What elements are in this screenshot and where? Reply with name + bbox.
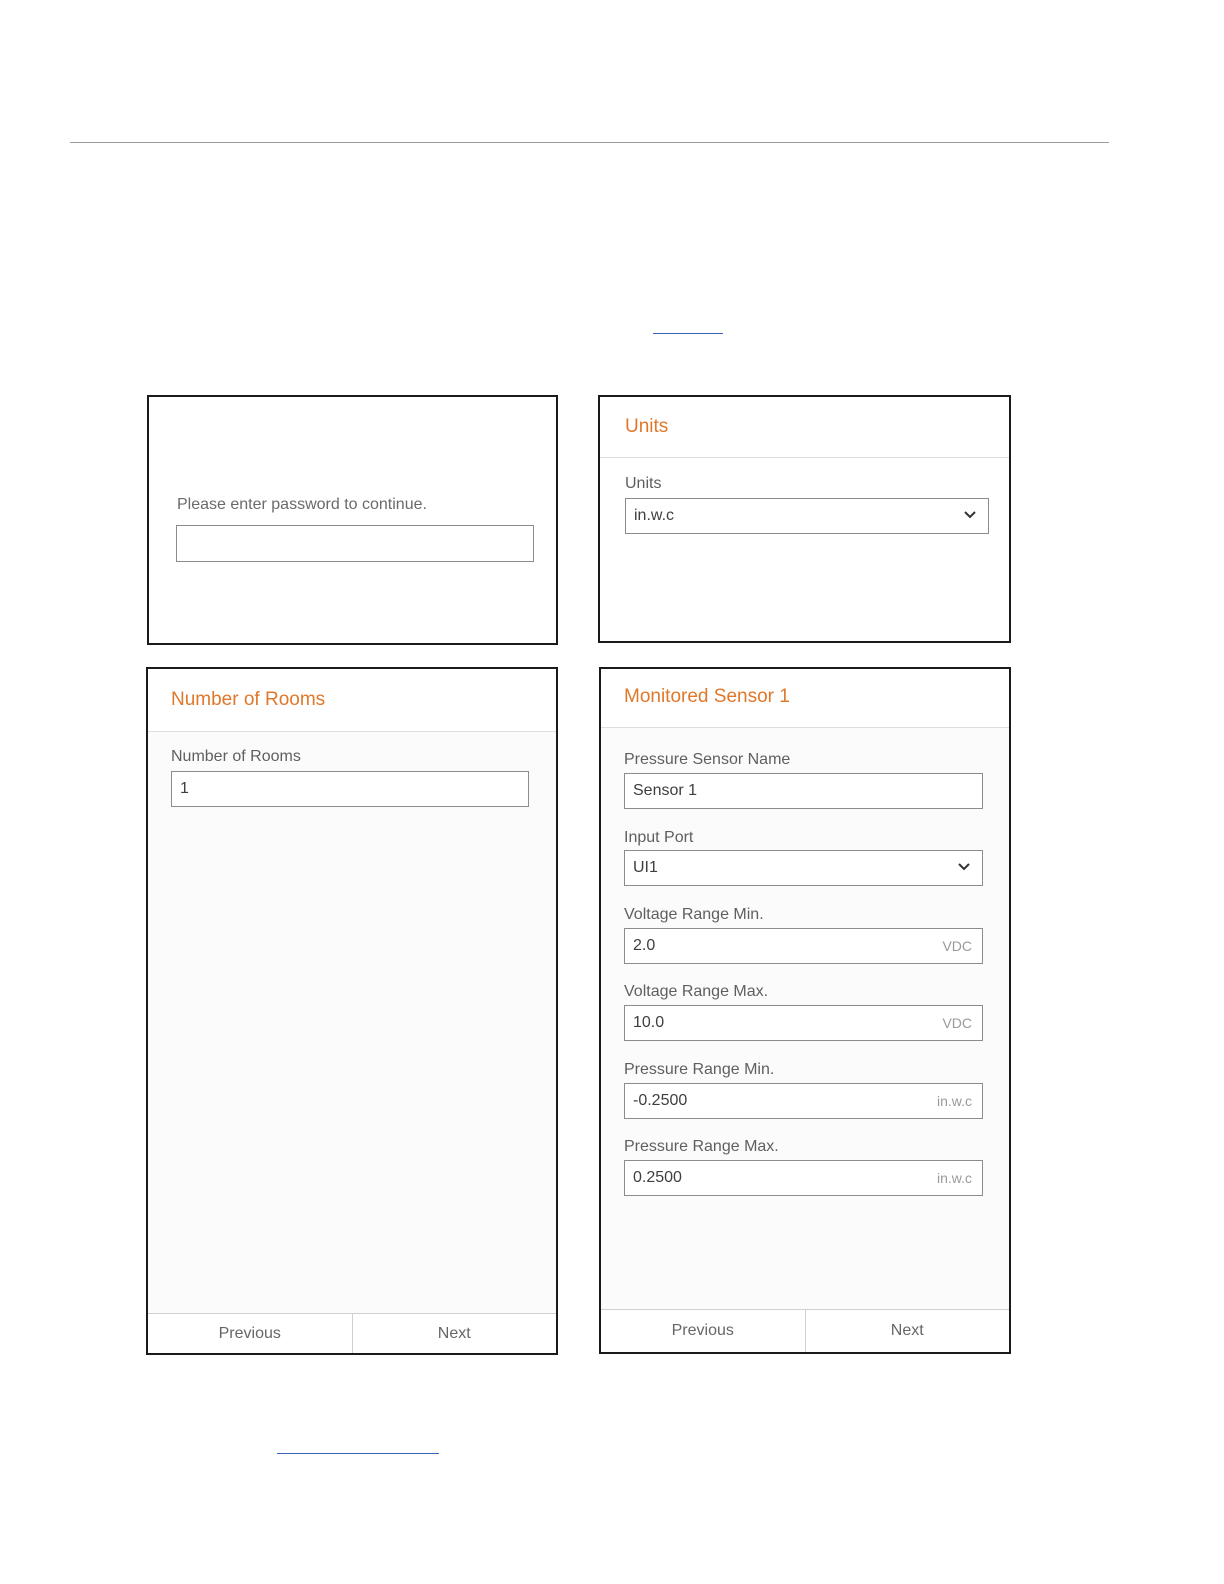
voltage-max-value: 10.0 xyxy=(633,1014,665,1031)
document-link-underline[interactable] xyxy=(653,333,723,334)
navigation-footer xyxy=(601,1309,1009,1352)
rooms-input[interactable] xyxy=(171,771,529,807)
pressure-max-input[interactable] xyxy=(624,1160,983,1196)
unit-suffix: VDC xyxy=(942,1015,972,1031)
next-button[interactable]: Next xyxy=(805,1310,1010,1352)
pressure-min-input[interactable] xyxy=(624,1083,983,1119)
sensor-name-label: Pressure Sensor Name xyxy=(624,751,791,768)
unit-suffix: VDC xyxy=(942,938,972,954)
screen-title: Number of Rooms xyxy=(171,689,326,710)
pressure-min-label: Pressure Range Min. xyxy=(624,1061,775,1078)
voltage-max-input[interactable] xyxy=(624,1005,983,1041)
sensor-screen xyxy=(599,667,1011,1354)
rooms-screen xyxy=(146,667,558,1355)
input-port-select[interactable] xyxy=(624,850,983,886)
units-screen xyxy=(598,395,1011,643)
rooms-label: Number of Rooms xyxy=(171,748,301,765)
password-input[interactable] xyxy=(176,525,534,562)
input-port-value: UI1 xyxy=(633,859,658,876)
page-divider xyxy=(70,142,1109,143)
units-select[interactable] xyxy=(625,498,989,534)
previous-button[interactable]: Previous xyxy=(671,1322,734,1339)
chevron-down-icon xyxy=(958,862,970,872)
unit-suffix: in.w.c xyxy=(936,1093,972,1109)
units-label: Units xyxy=(625,475,662,492)
password-screen xyxy=(147,395,558,645)
voltage-max-label: Voltage Range Max. xyxy=(624,983,769,1000)
voltage-min-input[interactable] xyxy=(624,928,983,964)
voltage-min-label: Voltage Range Min. xyxy=(624,906,764,923)
previous-button[interactable]: Previous xyxy=(218,1324,281,1342)
rooms-input-value: 1 xyxy=(180,780,189,797)
password-prompt: Please enter password to continue. xyxy=(177,496,427,513)
screen-header xyxy=(600,397,1009,458)
sensor-name-input[interactable] xyxy=(624,773,983,809)
pressure-max-value: 0.2500 xyxy=(633,1169,682,1186)
document-link-underline[interactable] xyxy=(277,1453,439,1454)
screen-title: Monitored Sensor 1 xyxy=(624,686,790,707)
navigation-footer xyxy=(148,1313,556,1353)
sensor-name-value: Sensor 1 xyxy=(633,782,698,799)
screen-header xyxy=(148,669,556,732)
pressure-min-value: -0.2500 xyxy=(633,1092,688,1109)
input-port-label: Input Port xyxy=(624,829,694,846)
voltage-min-value: 2.0 xyxy=(633,937,656,954)
units-selected-value: in.w.c xyxy=(634,507,675,524)
pressure-max-label: Pressure Range Max. xyxy=(624,1138,779,1155)
screen-title: Units xyxy=(625,416,669,437)
chevron-down-icon xyxy=(964,510,976,520)
unit-suffix: in.w.c xyxy=(936,1170,972,1186)
screen-header xyxy=(601,669,1009,728)
next-button[interactable]: Next xyxy=(352,1314,557,1353)
